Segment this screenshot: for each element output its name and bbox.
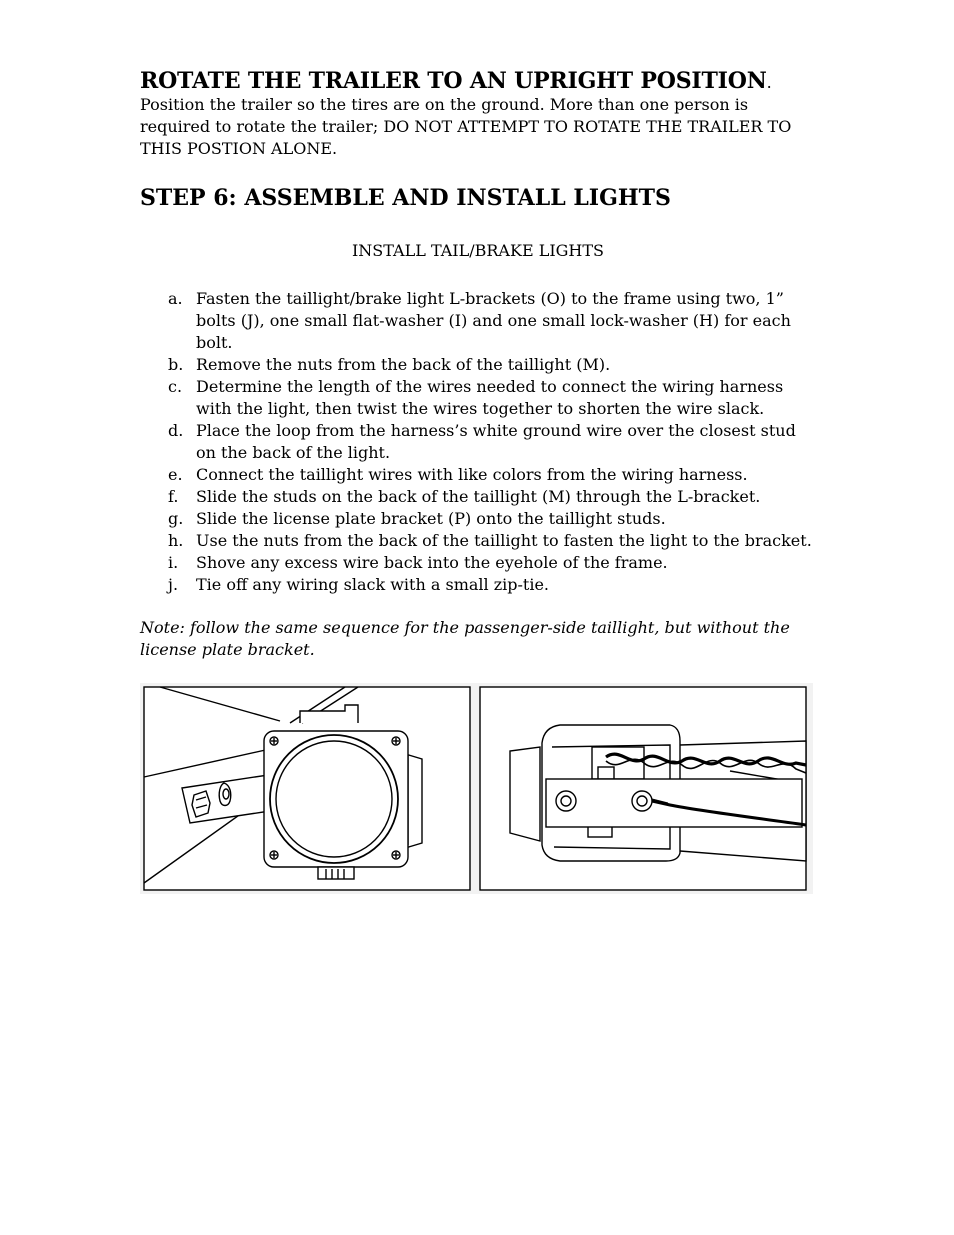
taillight-figure [140,683,813,894]
note-text: Note: follow the same sequence for the passenger-side taillight, but without the license plate bracket. [140,618,790,659]
list-marker: d. [168,421,184,440]
list-text: Determine the length of the wires needed to connect the wiring harness with the light, then twist the wires together to shorten the wire slack. [196,377,784,418]
intro-paragraph [140,70,816,160]
list-item [140,508,816,530]
list-marker: b. [168,355,184,374]
list-text: Use the nuts from the back of the taillight to fasten the light to the bracket. [196,531,812,550]
list-text: Shove any excess wire back into the eyehole of the frame. [196,553,668,572]
taillight-back-wiring-illustration [480,687,806,890]
intro-text: . Position the trailer so the tires are on the ground. More than one person is required to rotate the trailer; DO NOT ATTEMPT TO ROTATE THE TRAILER TO THIS POSTION ALONE. [140,73,792,158]
list-marker: j. [168,575,179,594]
step-heading: STEP 6: ASSEMBLE AND INSTALL LIGHTS [140,185,671,211]
list-item [140,486,816,508]
list-marker: a. [168,289,183,308]
list-text: Remove the nuts from the back of the taillight (M). [196,355,611,374]
list-text: Fasten the taillight/brake light L-brackets (O) to the frame using two, 1” bolts (J), one small flat-washer (I) and one small lock-washer (H) for each bolt. [196,289,791,352]
list-marker: i. [168,553,179,572]
list-text: Place the loop from the harness’s white ground wire over the closest stud on the back of the light. [196,421,796,462]
list-item [140,552,816,574]
list-marker: f. [168,487,179,506]
list-text: Tie off any wiring slack with a small zip-tie. [196,575,550,594]
list-item [140,288,816,354]
list-marker: g. [168,509,184,528]
list-item [140,530,816,552]
list-item [140,420,816,464]
list-marker: c. [168,377,183,396]
list-item [140,574,816,596]
list-item [140,376,816,420]
list-item [140,354,816,376]
figure-svg [140,683,813,894]
list-text: Slide the license plate bracket (P) onto the taillight studs. [196,509,666,528]
taillight-front-illustration [144,687,470,890]
list-text: Slide the studs on the back of the taillight (M) through the L-bracket. [196,487,761,506]
list-item [140,464,816,486]
intro-lead: ROTATE THE TRAILER TO AN UPRIGHT POSITION [140,68,767,94]
list-marker: h. [168,531,184,550]
list-text: Connect the taillight wires with like colors from the wiring harness. [196,465,748,484]
instruction-list [140,288,816,596]
sub-heading: INSTALL TAIL/BRAKE LIGHTS [351,241,605,260]
list-marker: e. [168,465,183,484]
